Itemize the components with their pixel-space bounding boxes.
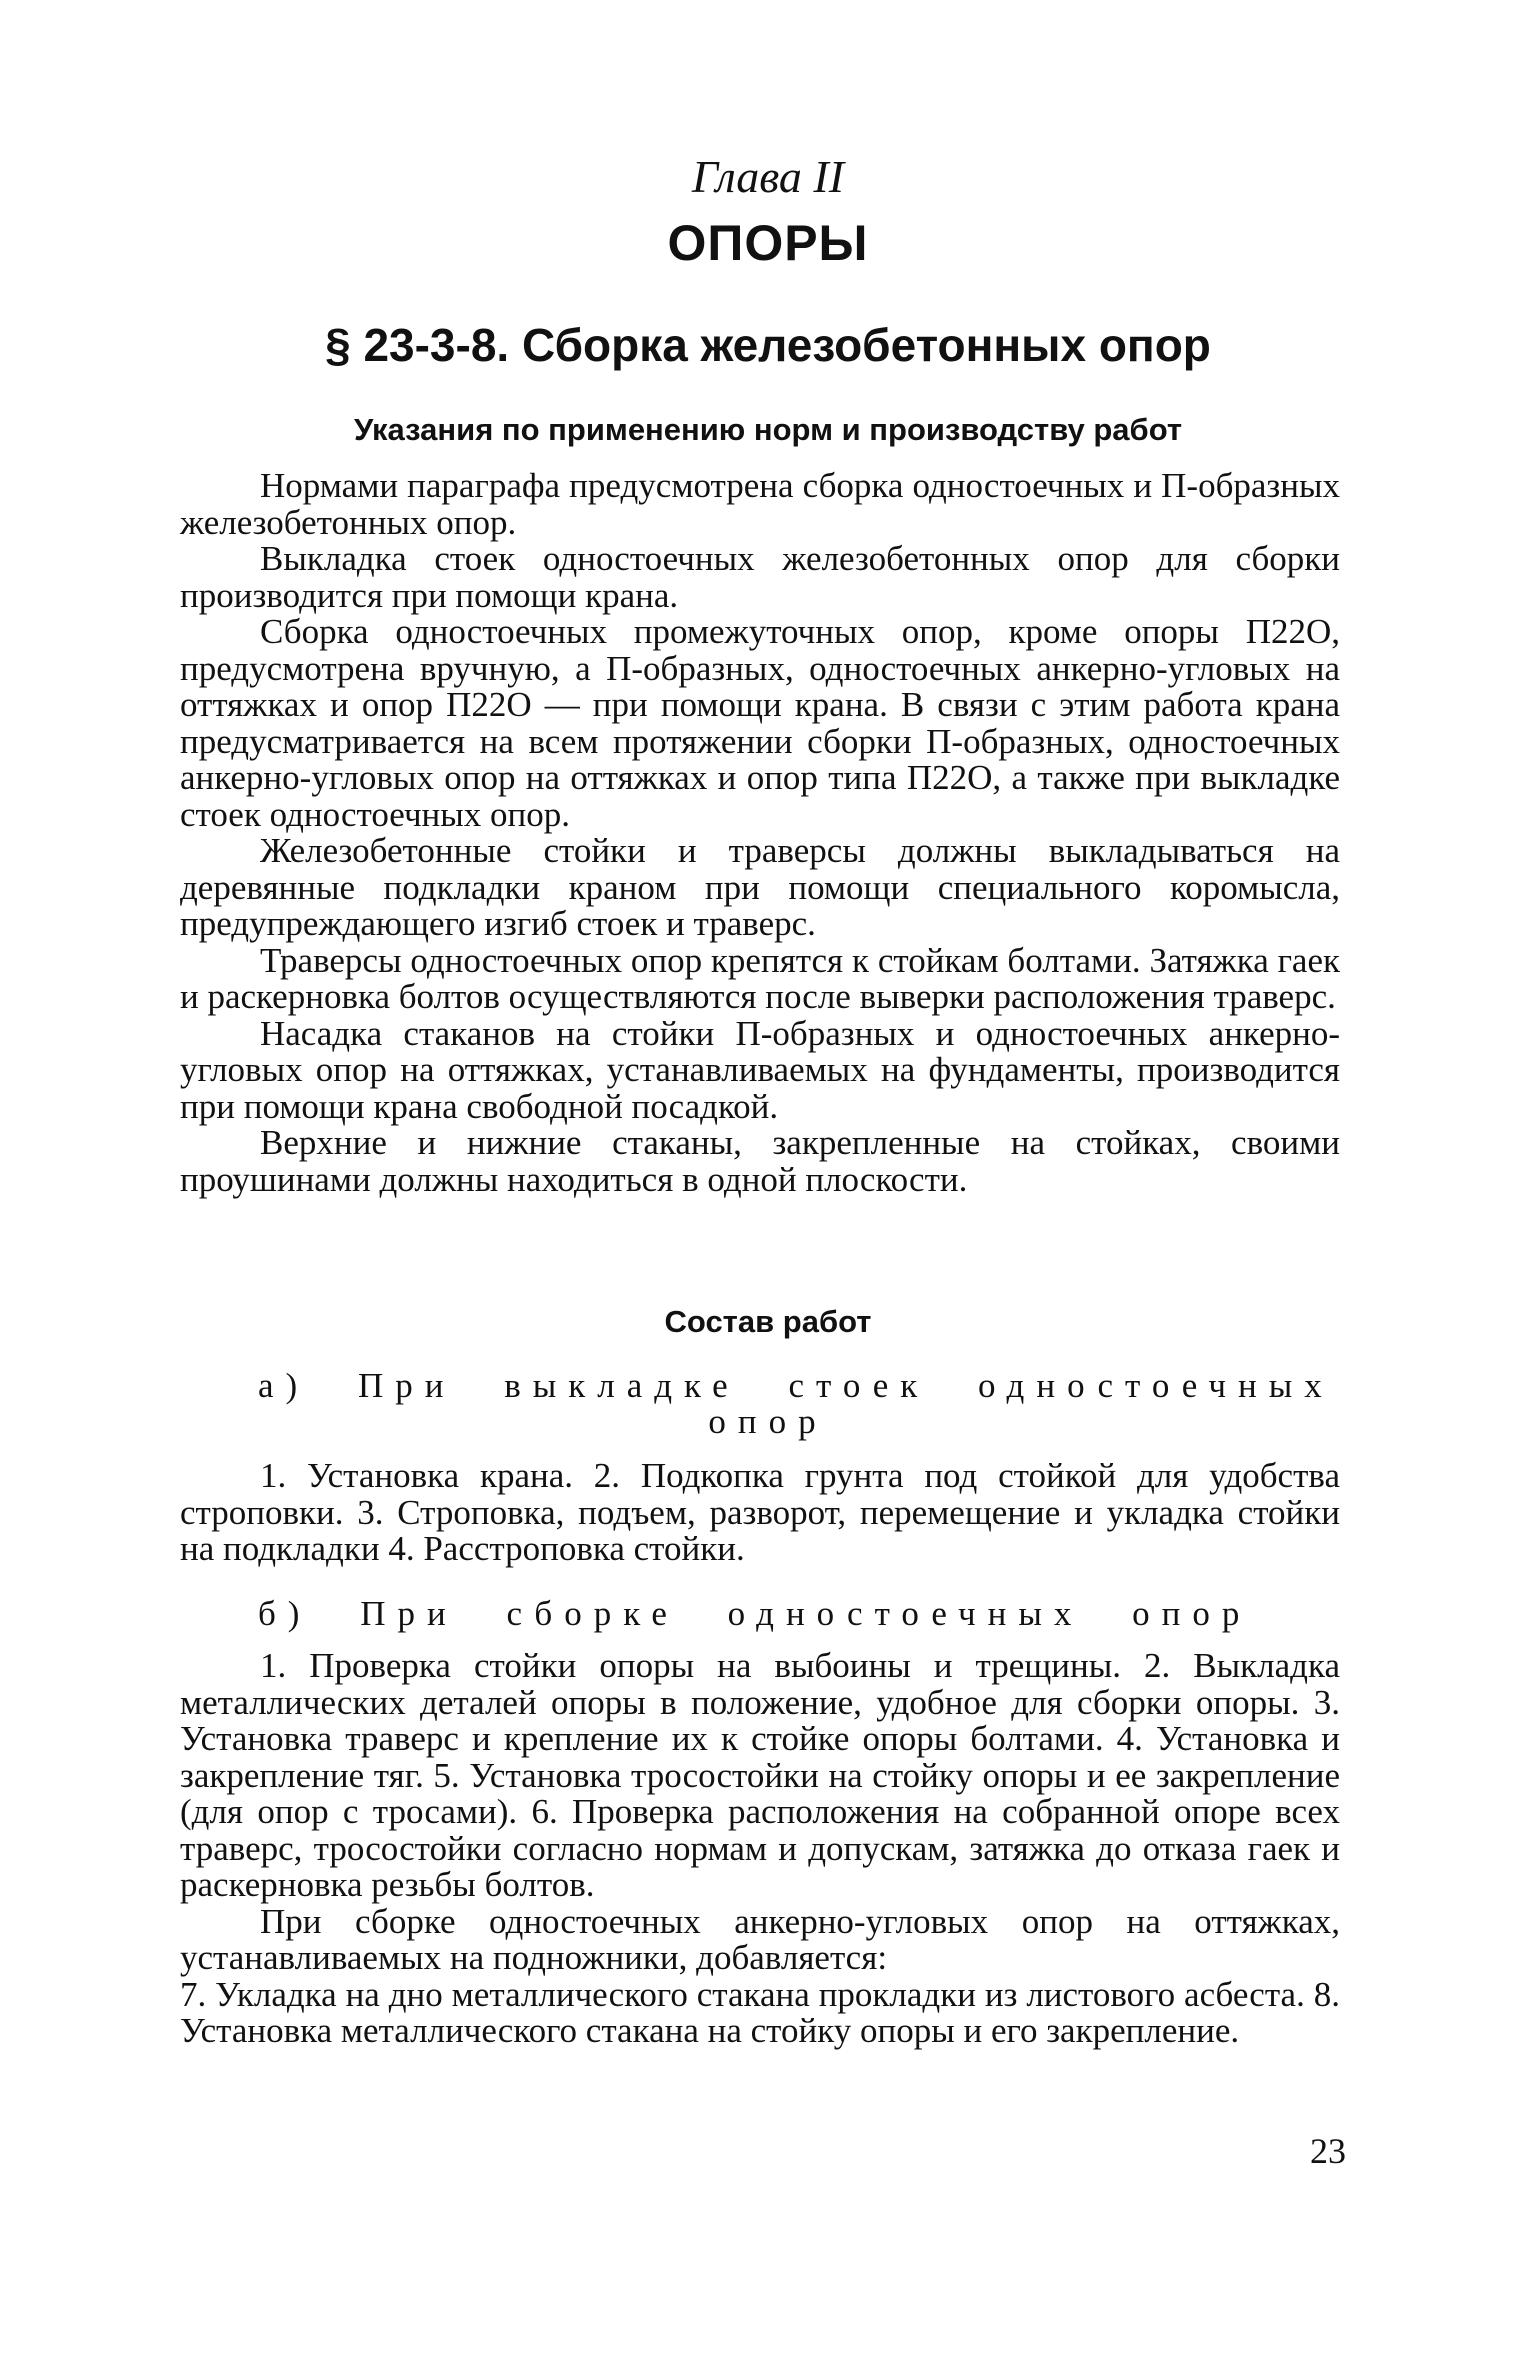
- paragraph: Насадка стаканов на стойки П-образных и одностоечных анкерно-угловых опор на оттяжках, устанавливаемых на фундаменты, производится при помощи крана свободной посадкой.: [180, 1013, 1340, 1126]
- subsection-a-heading: а) При выкладке стоек одностоечных: [258, 1366, 1334, 1405]
- subsection-b-heading: б) При сборке одностоечных опор: [258, 1594, 1252, 1633]
- paragraph: При сборке одностоечных анкерно-угловых опор на оттяжках, устанавливаемых на подножники, добавляется:: [180, 1901, 1340, 1977]
- paragraph: Сборка одностоечных промежуточных опор, кроме опоры П22О, предусмотрена вручную, а П-образных, одностоечных анкерно-угловых на оттяжках и опор П22О — при помощи крана. В связи с этим работа крана предусматривается на всем протяжении сборки П-образных, одностоечных анкерно-угловых опор на оттяжках и опор типа П22О, а также при выкладке стоек одностоечных опор.: [180, 612, 1340, 834]
- subsection-a-body: [180, 1458, 1340, 1568]
- chapter-heading: Глава II: [691, 151, 845, 202]
- instructions-body: [180, 468, 1340, 1198]
- instructions-title: Указания по применению норм и производству работ: [353, 412, 1183, 447]
- paragraph: Железобетонные стойки и траверсы должны выкладываться на деревянные подкладки краном при помощи специального коромысла, предупреждающего изгиб стоек и траверс.: [180, 831, 1340, 943]
- paragraph: Нормами параграфа предусмотрена сборка одностоечных и П-образных железобетонных опор.: [180, 466, 1340, 542]
- paragraph: 7. Укладка на дно металлического стакана прокладки из листового асбеста. 8. Установка металлического стакана на стойку опоры и его закрепление.: [180, 1974, 1340, 2050]
- paragraph: Верхние и нижние стаканы, закрепленные на стойках, своими проушинами должны находиться в одной плоскости.: [180, 1123, 1340, 1199]
- paragraph: Выкладка стоек одностоечных железобетонных опор для сборки производится при помощи крана.: [180, 539, 1340, 615]
- part-title: ОПОРЫ: [667, 215, 869, 271]
- paragraph: 1. Установка крана. 2. Подкопка грунта под стойкой для удобства строповки. 3. Строповка, подъем, разворот, перемещение и укладка стойки на подкладки 4. Расстроповка стойки.: [180, 1456, 1340, 1568]
- section-title: § 23-3-8. Сборка железобетонных опор: [325, 319, 1211, 371]
- paragraph: Траверсы одностоечных опор крепятся к стойкам болтами. Затяжка гаек и раскерновка болтов осуществляются после выверки расположения траверс.: [180, 940, 1340, 1016]
- work-composition-title: Состав работ: [664, 1304, 872, 1339]
- page-number: 23: [1310, 2131, 1346, 2171]
- subsection-a-heading-cont: опор: [708, 1402, 828, 1441]
- subsection-b-body: [180, 1648, 1340, 2050]
- paragraph: 1. Проверка стойки опоры на выбоины и трещины. 2. Выкладка металлических деталей опоры в положение, удобное для сборки опоры. 3. Установка траверс и крепление их к стойке опоры болтами. 4. Установка и закрепление тяг. 5. Установка тросостойки на стойку опоры и ее закрепление (для опор с тросами). 6. Проверка расположения на собранной опоре всех траверс, тросостойки согласно нормам и допускам, затяжка до отказа гаек и раскерновка резьбы болтов.: [180, 1646, 1340, 1904]
